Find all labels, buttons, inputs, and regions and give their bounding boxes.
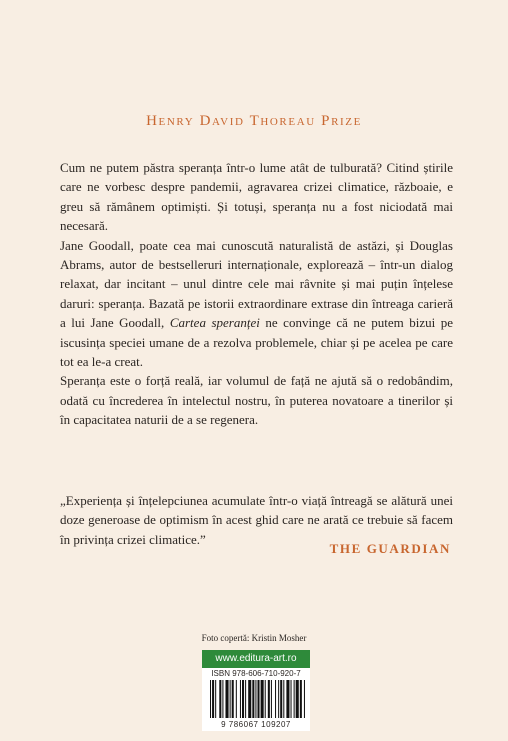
blurb-paragraph-2-start: Jane Goodall, poate cea mai cunoscută naturalistă de astăzi, și Douglas Abrams, autor de bestselleruri internaționale, explorează – într-un dialog relaxat, dar incitant – unul dintre cele mai râvnite și mai puțin înțelese daruri: speranța. Bazată pe istorii extraordinare extrase din întreaga carieră a lui Jane Goodall, [60, 237, 453, 331]
book-title: Cartea speranței [169, 315, 260, 331]
barcode-bar [242, 680, 244, 718]
barcode-bar [252, 680, 254, 718]
isbn-label: ISBN 978-606-710-920-7 [211, 669, 301, 678]
barcode-bar [294, 680, 295, 718]
barcode-bar [261, 680, 264, 718]
publisher-website: www.editura-art.ro [202, 650, 310, 668]
back-cover-blurb [60, 158, 453, 430]
prize-heading: Henry David Thoreau Prize [146, 113, 362, 129]
blurb-paragraph-2-end: ne convinge că ne putem bizui pe iscusința speciei umane de a rezolva problemele, chiar și pe acelea pe care tot ea le-a creat. [60, 315, 454, 370]
barcode-bar [236, 680, 237, 718]
barcode-bar [212, 680, 214, 718]
barcode-bar [240, 680, 241, 718]
barcode-panel [202, 650, 310, 731]
barcode-bar [283, 680, 284, 718]
barcode-bar [286, 680, 289, 718]
barcode-bar [271, 680, 272, 718]
blurb-paragraph-3: Speranța este o forță reală, iar volumul de față ne ajută să o redobândim, odată cu încrederea în intelectul nostru, în puterea novatoare a tinerilor și în capacitatea naturii de a se regenera. [60, 373, 453, 428]
blurb-paragraph-1: Cum ne putem păstra speranța într-o lume atât de tulburată? Citind știrile care ne vorbesc despre pandemii, agravarea crizei climatice, războaie, e greu să rămânem optimiști. Și totuși, speranța nu a fost niciodată mai necesară. [60, 160, 453, 234]
barcode-bar [278, 680, 279, 718]
review-quote: „Experiența și înțelepciunea acumulate într-o viață întreagă se alătură unei doze generoase de optimism în acest ghid care ne arată ce trebuie să facem în privința crizei climatice.” [60, 493, 453, 547]
barcode-bar [291, 680, 292, 718]
barcode-bar [230, 680, 231, 718]
barcode-bar [245, 680, 246, 718]
barcode-bar [280, 680, 282, 718]
review-source: THE GUARDIAN [329, 541, 451, 556]
barcode-bar [225, 680, 228, 718]
barcode-digits: 9 786067 109207 [221, 720, 291, 729]
barcode-bar [265, 680, 266, 718]
barcode-bar [268, 680, 270, 718]
barcode-bar [300, 680, 302, 718]
blurb-paragraph-2 [60, 236, 453, 372]
barcode-bar [257, 680, 259, 718]
barcode-bar [222, 680, 223, 718]
barcode-bar [275, 680, 276, 718]
barcode-bar [215, 680, 216, 718]
photo-credit: Foto copertă: Kristin Mosher [201, 633, 307, 643]
barcode-bar [296, 680, 299, 718]
barcode-bar [210, 680, 211, 718]
barcode-bar [255, 680, 256, 718]
barcode-bar [304, 680, 305, 718]
barcode-bar [248, 680, 251, 718]
barcode-bar [219, 680, 221, 718]
barcode-bar [232, 680, 234, 718]
barcode-image [210, 680, 306, 718]
